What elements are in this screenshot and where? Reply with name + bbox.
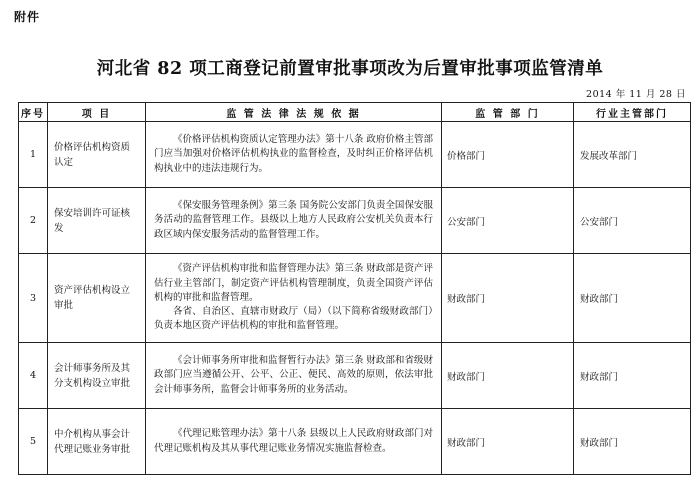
row-item: 保安培训许可证核发 <box>48 188 146 254</box>
table-row <box>19 254 691 343</box>
header-dept: 监 管 部 门 <box>442 103 574 122</box>
basis-paragraph: 《会计师事务所审批和监督暂行办法》第三条 财政部和省级财政部门应当遵循公开、公平、公正、便民、高效的原则，依法审批会计师事务所，监督会计师事务所的业务活动。 <box>154 355 433 395</box>
row-dept: 公安部门 <box>442 188 574 254</box>
row-industry: 财政部门 <box>574 254 691 343</box>
row-number: 4 <box>19 343 48 409</box>
row-dept: 财政部门 <box>442 343 574 409</box>
row-item: 价格评估机构资质认定 <box>48 122 146 188</box>
row-number: 1 <box>19 122 48 188</box>
row-industry: 公安部门 <box>574 188 691 254</box>
row-basis <box>146 254 442 343</box>
supervision-table <box>18 102 691 475</box>
basis-paragraph: 《代理记账管理办法》第十八条 县级以上人民政府财政部门对代理记账机构及其从事代理记账业务情况实施监督检查。 <box>154 428 433 454</box>
basis-paragraph: 《价格评估机构资质认定管理办法》第十八条 政府价格主管部门应当加强对价格评估机构执业的监督检查，及时纠正价格评估机构执业中的违法违规行为。 <box>154 134 433 174</box>
row-number: 3 <box>19 254 48 343</box>
header-basis: 监 管 法 律 法 规 依 据 <box>146 103 442 122</box>
row-number: 5 <box>19 409 48 475</box>
row-basis <box>146 343 442 409</box>
row-item: 会计师事务所及其分支机构设立审批 <box>48 343 146 409</box>
table-row <box>19 188 691 254</box>
table-header-row <box>19 103 691 122</box>
table-row <box>19 122 691 188</box>
row-basis <box>146 188 442 254</box>
row-industry: 财政部门 <box>574 409 691 475</box>
basis-paragraph: 《保安服务管理条例》第三条 国务院公安部门负责全国保安服务活动的监督管理工作。县级以上地方人民政府公安机关负责本行政区域内保安服务活动的监督管理工作。 <box>154 200 433 240</box>
document-title: 河北省 82 项工商登记前置审批事项改为后置审批事项监管清单 <box>96 59 604 79</box>
row-item: 资产评估机构设立审批 <box>48 254 146 343</box>
row-industry: 发展改革部门 <box>574 122 691 188</box>
row-basis <box>146 122 442 188</box>
table-row <box>19 343 691 409</box>
row-dept: 财政部门 <box>442 254 574 343</box>
basis-paragraph: 各省、自治区、直辖市财政厅（局）（以下简称省级财政部门）负责本地区资产评估机构的审批和监督管理。 <box>154 306 433 332</box>
row-dept: 价格部门 <box>442 122 574 188</box>
row-basis <box>146 409 442 475</box>
table-row <box>19 409 691 475</box>
header-no: 序号 <box>19 103 48 122</box>
row-number: 2 <box>19 188 48 254</box>
row-item: 中介机构从事会计代理记账业务审批 <box>48 409 146 475</box>
header-item: 项 目 <box>48 103 146 122</box>
annex-label: 附件 <box>14 10 41 24</box>
basis-paragraph: 《资产评估机构审批和监督管理办法》第三条 财政部是资产评估行业主管部门，制定资产评估机构管理制度，负责全国资产评估机构的审批和监督管理。 <box>154 263 433 303</box>
document-date: 2014 年 11 月 28 日 <box>586 89 686 100</box>
header-industry: 行业主管部门 <box>574 103 691 122</box>
row-dept: 财政部门 <box>442 409 574 475</box>
row-industry: 财政部门 <box>574 343 691 409</box>
